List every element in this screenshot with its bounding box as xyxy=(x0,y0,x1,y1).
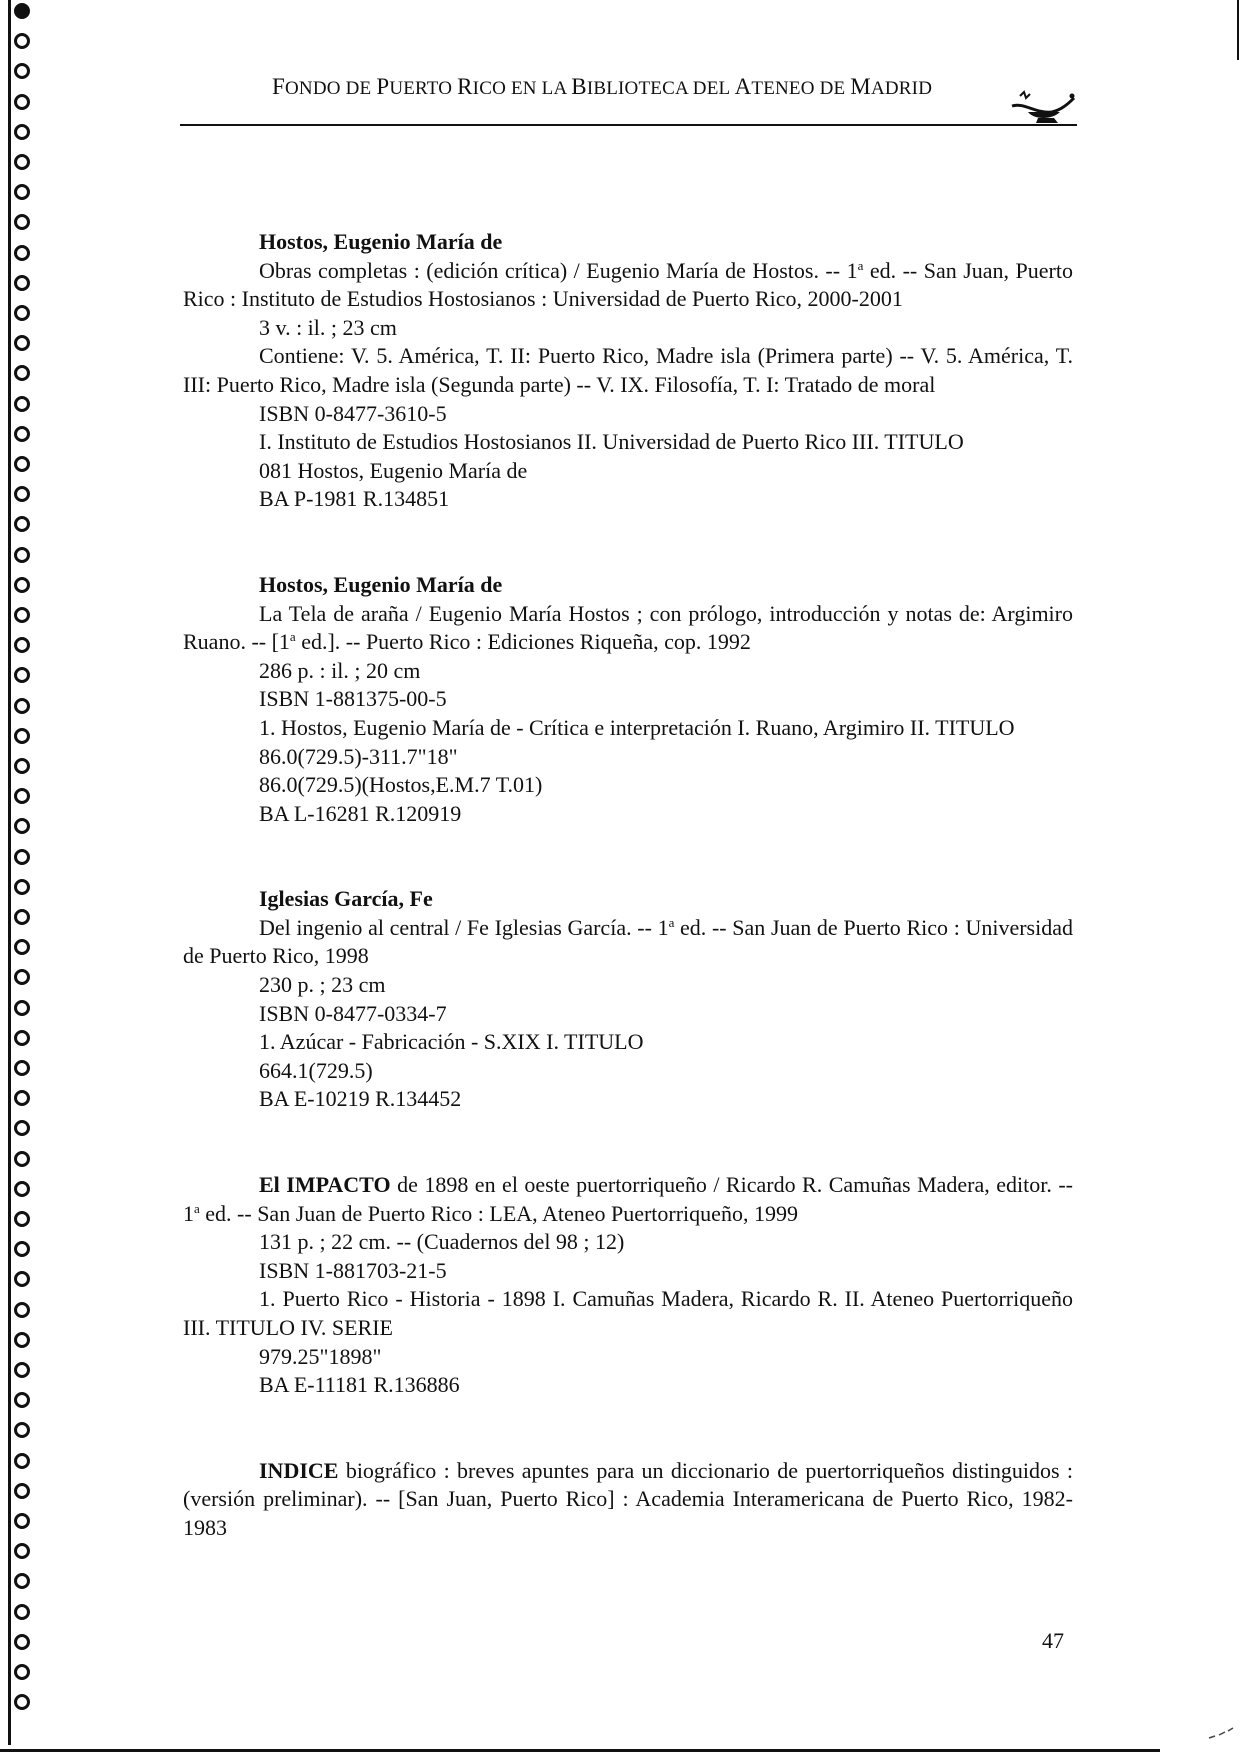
header-word: DE xyxy=(819,78,846,99)
entry-line: INDICE biográfico : breves apuntes para un diccionario de puertorriqueños distinguidos : (versión preliminar). -- [San Juan, Puerto Rico] : Academia Interamericana de Puerto Rico, 1982-1983 xyxy=(183,1457,1073,1540)
header-word: BIBLIOTECA xyxy=(571,74,688,99)
entry-line: BA E-11181 R.136886 xyxy=(259,1372,460,1398)
binder-hole xyxy=(14,1120,30,1136)
binder-hole xyxy=(14,184,30,200)
entry-line: 1. Puerto Rico - Historia - 1898 I. Camuñas Madera, Ricardo R. II. Ateneo Puertorriqueño III. TITULO IV. SERIE xyxy=(183,1286,1073,1340)
binder-hole xyxy=(14,516,30,532)
catalog-entry xyxy=(183,885,1073,1114)
entry-line: 286 p. : il. ; 20 cm xyxy=(259,657,421,683)
header-word: LA xyxy=(541,78,567,99)
binder-hole xyxy=(14,758,30,774)
entry-heading: Hostos, Eugenio María de xyxy=(259,229,503,254)
binder-hole xyxy=(14,1513,30,1529)
binder-hole xyxy=(14,1241,30,1257)
binder-hole xyxy=(14,879,30,895)
binder-hole xyxy=(14,667,30,683)
entry-line: 131 p. ; 22 cm. -- (Cuadernos del 98 ; 12) xyxy=(259,1229,625,1255)
binder-hole xyxy=(14,245,30,261)
binder-hole xyxy=(14,1332,30,1348)
binder-hole xyxy=(14,1151,30,1167)
binder-hole xyxy=(14,1453,30,1469)
entry-line: BA P-1981 R.134851 xyxy=(259,486,450,512)
entry-line: El IMPACTO de 1898 en el oeste puertorriqueño / Ricardo R. Camuñas Madera, editor. -- 1$^a$ ed. -- San Juan de Puerto Rico : LEA, Ateneo Puertorriqueño, 1999 xyxy=(183,1172,1073,1226)
entry-line: ISBN 1-881703-21-5 xyxy=(259,1257,447,1283)
binder-hole xyxy=(14,1694,30,1710)
lamp-emblem-icon xyxy=(1008,88,1078,124)
binder-hole xyxy=(14,1211,30,1227)
entry-line: 664.1(729.5) xyxy=(259,1057,373,1083)
binder-hole xyxy=(14,577,30,593)
header-word: DEL xyxy=(692,78,730,99)
binder-hole xyxy=(14,365,30,381)
binder-hole xyxy=(14,214,30,230)
binder-hole xyxy=(14,1422,30,1438)
entry-line: 1. Azúcar - Fabricación - S.XIX I. TITULO xyxy=(259,1029,644,1055)
binder-holes xyxy=(12,0,38,1758)
binder-hole xyxy=(14,909,30,925)
entry-heading: Iglesias García, Fe xyxy=(259,886,433,912)
binder-hole xyxy=(14,63,30,79)
header-word: RICO xyxy=(457,74,506,99)
entry-line: 081 Hostos, Eugenio María de xyxy=(259,457,528,483)
binder-hole xyxy=(14,335,30,351)
entry-line: BA L-16281 R.120919 xyxy=(259,800,462,826)
entry-line: I. Instituto de Estudios Hostosianos II. Universidad de Puerto Rico III. TITULO xyxy=(259,429,964,455)
binder-hole xyxy=(14,1604,30,1620)
entry-line: ISBN 1-881375-00-5 xyxy=(259,686,447,712)
scan-edge-mark xyxy=(1237,0,1239,60)
entry-line: La Tela de araña / Eugenio María Hostos ; con prólogo, introducción y notas de: Argimiro Ruano. -- [1$^a$ ed.]. -- Puerto Rico : Ediciones Riqueña, cop. 1992 xyxy=(183,600,1073,655)
binder-hole xyxy=(14,818,30,834)
binder-hole xyxy=(14,456,30,472)
binder-hole xyxy=(14,1634,30,1650)
header-word: DE xyxy=(345,78,372,99)
binder-hole xyxy=(14,1090,30,1106)
entry-line: Obras completas : (edición crítica) / Eugenio María de Hostos. -- 1$^a$ ed. -- San Juan, Puerto Rico : Instituto de Estudios Hostosianos : Universidad de Puerto Rico, 2000-2001 xyxy=(183,257,1073,312)
binder-hole xyxy=(14,1573,30,1589)
binder-hole xyxy=(14,1271,30,1287)
binder-hole xyxy=(14,849,30,865)
running-header xyxy=(272,74,932,100)
binder-hole xyxy=(14,1181,30,1197)
catalog-entry xyxy=(183,1457,1073,1543)
binder-hole xyxy=(14,1543,30,1559)
entry-line: Del ingenio al central / Fe Iglesias García. -- 1$^a$ ed. -- San Juan de Puerto Rico : Universidad de Puerto Rico, 1998 xyxy=(183,914,1073,969)
binder-hole xyxy=(14,1664,30,1680)
scan-bottom-edge xyxy=(0,1749,1160,1752)
entry-line: 979.25"1898" xyxy=(259,1343,382,1369)
entry-line: BA E-10219 R.134452 xyxy=(259,1086,462,1112)
catalog-entries xyxy=(183,228,1073,1600)
binder-hole xyxy=(14,788,30,804)
entry-line: 1. Hostos, Eugenio María de - Crítica e interpretación I. Ruano, Argimiro II. TITULO xyxy=(259,714,1015,740)
binder-hole xyxy=(14,154,30,170)
header-word: ATENEO xyxy=(734,74,815,99)
catalog-entry xyxy=(183,228,1073,514)
entry-line: ISBN 0-8477-0334-7 xyxy=(259,1000,447,1026)
entry-line: Contiene: V. 5. América, T. II: Puerto Rico, Madre isla (Primera parte) -- V. 5. América, T. III: Puerto Rico, Madre isla (Segunda parte) -- V. IX. Filosofía, T. I: Tratado de moral xyxy=(183,343,1073,397)
entry-line: 230 p. ; 23 cm xyxy=(259,972,386,998)
entry-line: 86.0(729.5)(Hostos,E.M.7 T.01) xyxy=(259,772,543,798)
entry-line: 86.0(729.5)-311.7"18" xyxy=(259,743,458,769)
header-rule xyxy=(180,124,1077,126)
binder-hole xyxy=(14,426,30,442)
binder-hole xyxy=(14,728,30,744)
binder-hole xyxy=(14,607,30,623)
binder-hole xyxy=(14,1000,30,1016)
binder-hole xyxy=(14,1060,30,1076)
header-word: PUERTO xyxy=(376,74,453,99)
binder-hole xyxy=(14,939,30,955)
entry-heading: Hostos, Eugenio María de xyxy=(259,571,503,597)
binder-hole xyxy=(14,94,30,110)
binder-hole xyxy=(14,1362,30,1378)
binder-hole xyxy=(14,305,30,321)
binder-hole xyxy=(14,637,30,653)
entry-line: 3 v. : il. ; 23 cm xyxy=(259,314,397,340)
binder-hole xyxy=(14,969,30,985)
binder-hole xyxy=(14,275,30,291)
page-number: 47 xyxy=(1042,1628,1064,1653)
entry-line: ISBN 0-8477-3610-5 xyxy=(259,400,447,426)
binder-edge-line xyxy=(8,0,11,1745)
binder-hole xyxy=(14,1302,30,1318)
header-word: FONDO xyxy=(272,74,341,99)
binder-hole xyxy=(14,124,30,140)
scan-corner-mark xyxy=(1207,1726,1235,1740)
binder-hole xyxy=(14,3,30,19)
binder-hole xyxy=(14,1030,30,1046)
binder-hole xyxy=(14,396,30,412)
catalog-entry xyxy=(183,1171,1073,1400)
binder-hole xyxy=(14,698,30,714)
binder-hole xyxy=(14,1392,30,1408)
binder-hole xyxy=(14,1483,30,1499)
binder-hole xyxy=(14,547,30,563)
binder-hole xyxy=(14,486,30,502)
header-word: MADRID xyxy=(850,74,933,99)
header-word: EN xyxy=(510,78,537,99)
binder-hole xyxy=(14,33,30,49)
catalog-entry xyxy=(183,571,1073,828)
